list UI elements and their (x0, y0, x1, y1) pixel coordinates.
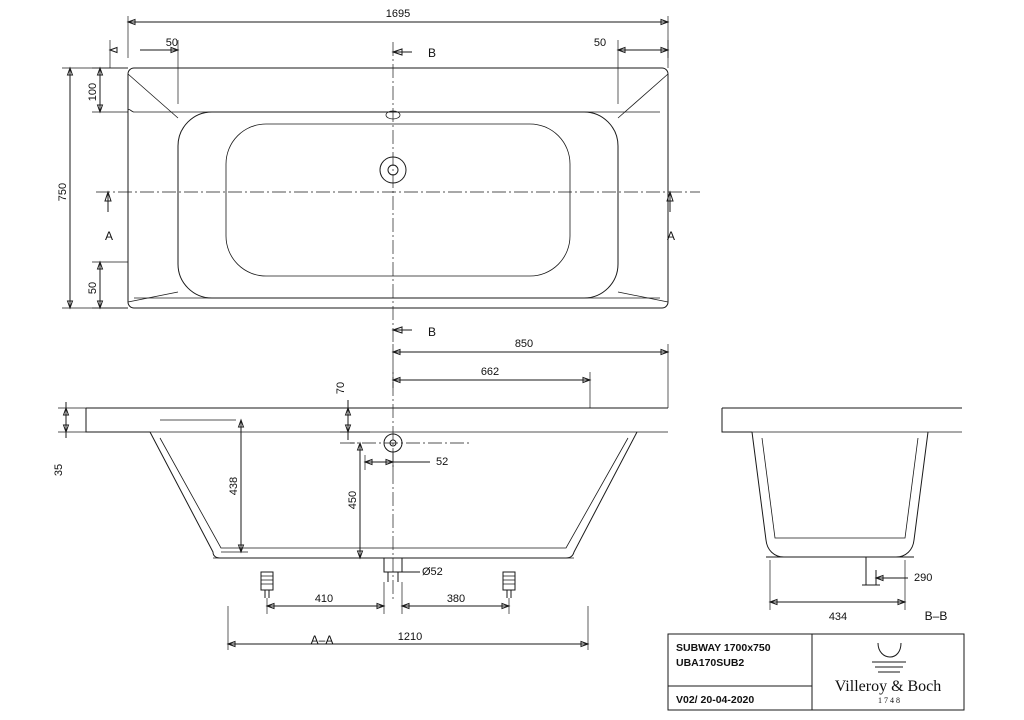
dim-value-overflow-to-end: 850 (514, 338, 534, 350)
section-label-b-bottom: B (428, 325, 437, 339)
foot-left (261, 572, 273, 598)
dim-foot-right-spacing (402, 582, 509, 614)
dim-right-inset (594, 37, 668, 104)
section-label-a-right: A (666, 229, 676, 243)
dim-overall-width (57, 68, 128, 308)
brand-year: 1748 (878, 696, 902, 705)
dim-waste-to-end (393, 366, 590, 408)
dim-base-width (770, 600, 905, 624)
dim-value-drain-diameter: Ø52 (422, 566, 443, 578)
section-label-b-top: B (428, 46, 437, 60)
dim-value-inner-depth: 438 (228, 476, 240, 496)
dim-value-rim-thickness: 35 (53, 463, 65, 477)
dim-value-rim-top: 100 (87, 82, 99, 102)
dim-value-waste-diameter-note: 52 (436, 456, 449, 468)
dim-waste-offset-top (335, 382, 370, 440)
plan-view (96, 42, 700, 345)
dim-value-foot-left-spacing: 410 (314, 593, 334, 605)
title-block (668, 634, 964, 710)
dim-drain-diameter (402, 566, 443, 578)
dim-value-water-depth: 450 (347, 490, 359, 510)
dim-rim-thickness (53, 402, 86, 476)
dim-foot-height (876, 572, 932, 584)
section-aa-view (86, 360, 668, 600)
section-mark-b-top (393, 46, 436, 60)
dim-value-base-width: 434 (828, 611, 848, 623)
vb-logo-icon (872, 643, 906, 672)
section-mark-b-bottom (393, 325, 436, 339)
dim-overflow-to-end (393, 338, 668, 408)
dim-value-waste-to-end: 662 (480, 366, 500, 378)
dim-value-overall-length: 1695 (385, 8, 411, 20)
dim-value-left-inset: 50 (165, 37, 178, 49)
title-block-article-code: UBA170SUB2 (676, 657, 745, 669)
dim-rim-top (87, 68, 128, 112)
dim-left-inset (110, 37, 178, 104)
title-block-product-name: SUBWAY 1700x750 (676, 642, 771, 654)
dim-value-right-inset: 50 (593, 37, 607, 49)
brand-name: Villeroy & Boch (834, 678, 942, 695)
dim-value-foot-right-spacing: 380 (446, 593, 466, 605)
dim-value-waste-offset-top: 70 (335, 381, 347, 395)
foot-right (503, 572, 515, 598)
dim-value-foot-height: 290 (914, 572, 933, 584)
title-block-revision-date: V02/ 20-04-2020 (676, 694, 755, 706)
dim-value-feet-overall: 1210 (397, 631, 423, 643)
dim-waste-diameter-note (365, 452, 448, 470)
dim-inner-depth (160, 420, 248, 552)
section-aa-label: A–A (310, 633, 334, 647)
dim-value-overall-width: 750 (57, 182, 69, 202)
section-label-a-left: A (104, 229, 114, 243)
dim-feet-overall (228, 606, 588, 650)
dim-value-rim-bottom: 50 (87, 281, 99, 295)
section-bb-label: B–B (924, 609, 948, 623)
dim-foot-left-spacing (267, 582, 384, 614)
section-mark-a-left (105, 192, 113, 243)
dim-water-depth (347, 443, 363, 558)
dim-rim-bottom (87, 262, 128, 308)
